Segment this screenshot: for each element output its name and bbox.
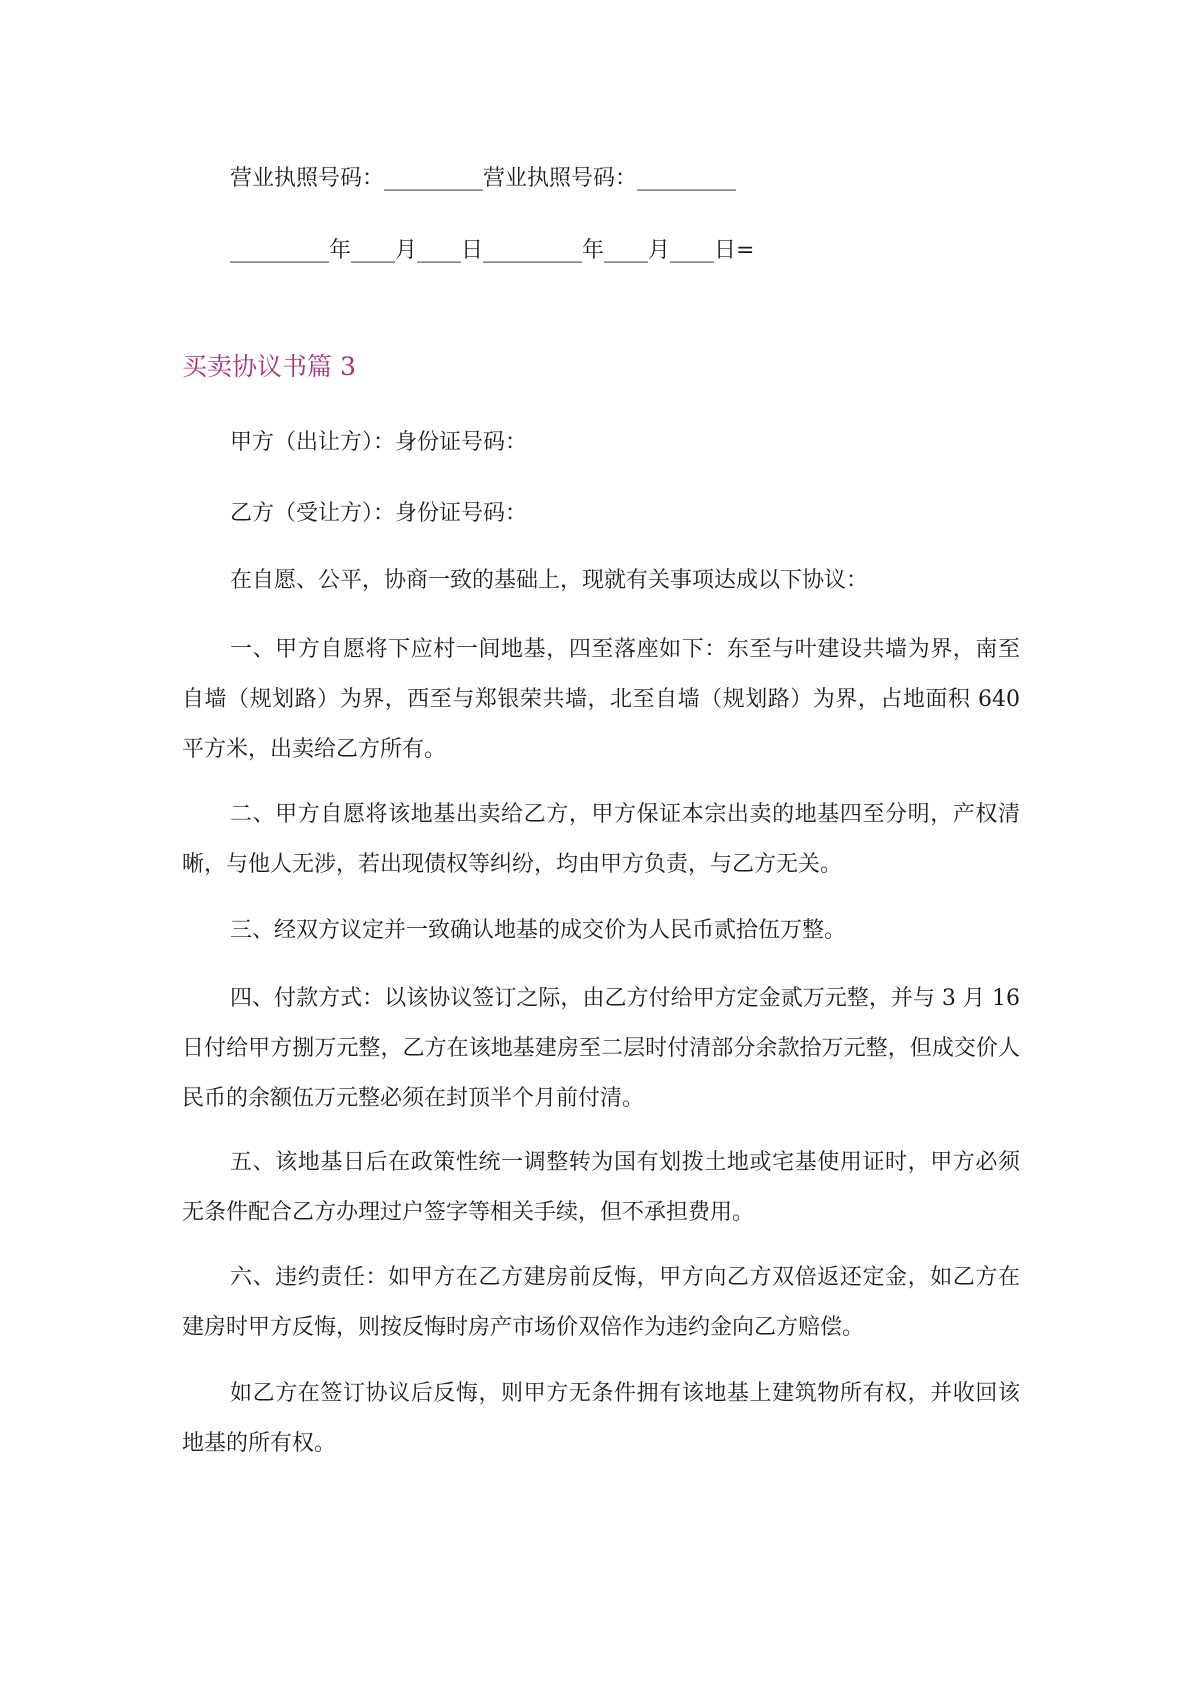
- party-b-line: 乙方（受让方）：身份证号码：: [230, 501, 528, 526]
- business-license-line: 营业执照号码：_________营业执照号码：_________: [230, 166, 737, 191]
- paragraph-intro: 在自愿、公平，协商一致的基础上，现就有关事项达成以下协议：: [230, 568, 869, 593]
- section-heading: 买卖协议书篇 3: [182, 352, 356, 381]
- signature-date-line: _________年____月____日_________年____月____日=: [230, 238, 755, 263]
- paragraph-clause-3: 三、经双方议定并一致确认地基的成交价为人民币贰拾伍万整。: [230, 918, 847, 943]
- paragraph-clause-6: 六、违约责任：如甲方在乙方建房前反悔，甲方向乙方双倍返还定金，如乙方在建房时甲方反悔，则按反悔时房产市场价双倍作为违约金向乙方赔偿。: [182, 1265, 1020, 1340]
- paragraph-clause-2: 二、甲方自愿将该地基出卖给乙方，甲方保证本宗出卖的地基四至分明，产权清晰，与他人无涉，若出现债权等纠纷，均由甲方负责，与乙方无关。: [182, 802, 1020, 877]
- party-a-line: 甲方（出让方）：身份证号码：: [230, 430, 528, 455]
- paragraph-clause-5: 五、该地基日后在政策性统一调整转为国有划拨土地或宅基使用证时，甲方必须无条件配合乙方办理过户签字等相关手续，但不承担费用。: [182, 1150, 1020, 1225]
- paragraph-clause-6-continued: 如乙方在签订协议后反悔，则甲方无条件拥有该地基上建筑物所有权，并收回该地基的所有权。: [182, 1381, 1020, 1456]
- paragraph-clause-4: 四、付款方式：以该协议签订之际，由乙方付给甲方定金贰万元整，并与 3 月 16 日付给甲方捌万元整，乙方在该地基建房至二层时付清部分余款拾万元整，但成交价人民币的余额伍万元整必须在封顶半个月前付清。: [182, 986, 1020, 1111]
- paragraph-clause-1: 一、甲方自愿将下应村一间地基，四至落座如下：东至与叶建设共墙为界，南至自墙（规划路）为界，西至与郑银荣共墙，北至自墙（规划路）为界，占地面积 640 平方米，出卖给乙方所有。: [182, 637, 1020, 762]
